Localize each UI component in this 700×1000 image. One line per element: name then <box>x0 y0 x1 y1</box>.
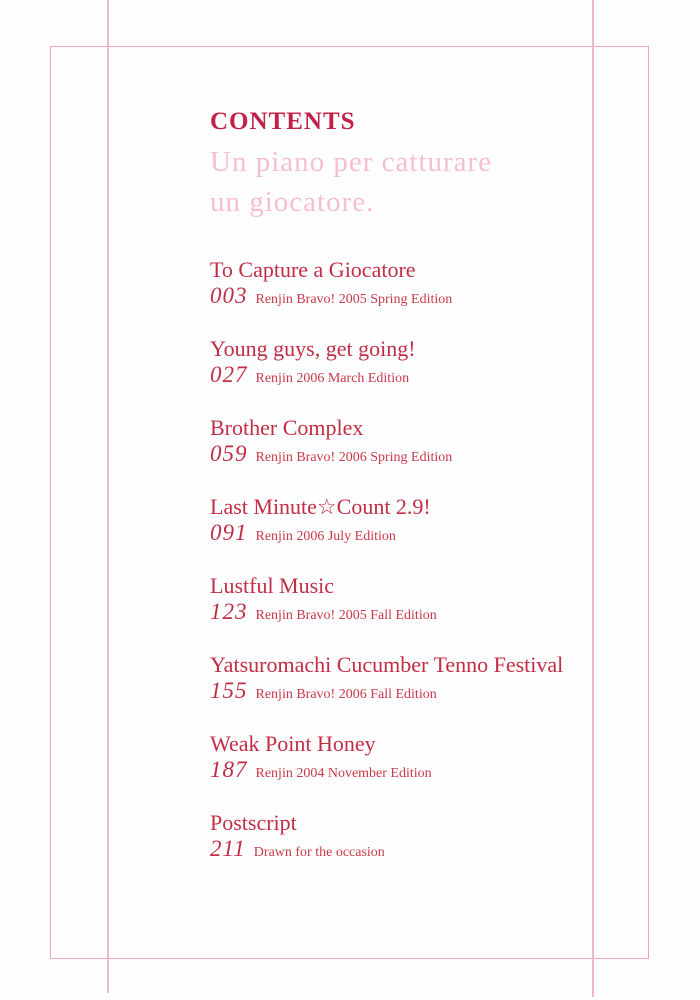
entry-page-number: 187 <box>210 757 248 782</box>
entry-title: To Capture a Giocatore <box>210 257 416 282</box>
page-subtitle <box>210 142 630 222</box>
subtitle-line-1: Un piano per catturare <box>210 146 493 178</box>
subtitle-line-2: un giocatore. <box>210 186 375 218</box>
entry-meta <box>210 441 630 471</box>
entry-source: Renjin Bravo! 2005 Spring Edition <box>255 292 453 307</box>
entry-meta <box>210 836 630 866</box>
entry-page-number: 091 <box>210 520 248 545</box>
entry-title: Yatsuromachi Cucumber Tenno Festival <box>210 652 564 677</box>
entry-title: Brother Complex <box>210 415 364 440</box>
entry-source: Renjin Bravo! 2005 Fall Edition <box>255 608 437 623</box>
toc-entry <box>210 572 630 625</box>
entry-title: Lustful Music <box>210 573 335 598</box>
toc-content <box>210 108 630 888</box>
toc-entry <box>210 730 630 783</box>
entry-page-number: 123 <box>210 599 248 624</box>
entry-title: Last Minute☆Count 2.9! <box>210 494 431 519</box>
entry-source: Renjin 2006 March Edition <box>255 371 410 386</box>
entry-page-number: 155 <box>210 678 248 703</box>
left-guide-line <box>107 0 109 993</box>
toc-entry <box>210 256 630 309</box>
toc-entry <box>210 809 630 862</box>
entry-source: Renjin Bravo! 2006 Spring Edition <box>255 450 453 465</box>
toc-entry <box>210 335 630 388</box>
entry-source: Renjin 2004 November Edition <box>255 766 432 781</box>
entry-page-number: 003 <box>210 283 248 308</box>
entry-source: Drawn for the occasion <box>253 845 385 860</box>
entry-meta <box>210 757 630 787</box>
page-title: CONTENTS <box>210 108 356 135</box>
entry-title: Young guys, get going! <box>210 336 416 361</box>
entry-page-number: 211 <box>210 836 246 861</box>
entry-meta <box>210 599 630 629</box>
entry-page-number: 027 <box>210 362 248 387</box>
toc-entry <box>210 414 630 467</box>
entry-title: Postscript <box>210 810 297 835</box>
entry-meta <box>210 678 630 708</box>
entry-page-number: 059 <box>210 441 248 466</box>
toc-entry <box>210 493 630 546</box>
entry-meta <box>210 520 630 550</box>
entry-title: Weak Point Honey <box>210 731 376 756</box>
toc-entry <box>210 651 630 704</box>
entry-meta <box>210 362 630 392</box>
toc-list <box>210 256 630 862</box>
entry-source: Renjin 2006 July Edition <box>255 529 396 544</box>
entry-meta <box>210 283 630 313</box>
entry-source: Renjin Bravo! 2006 Fall Edition <box>255 687 437 702</box>
